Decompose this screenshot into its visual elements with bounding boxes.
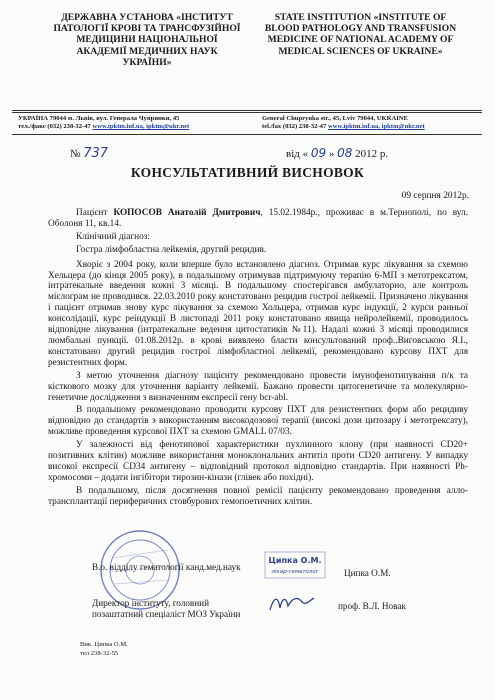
reg-number: 737 (83, 146, 109, 161)
date-line: 09 серпня 2012р. (401, 191, 469, 201)
reg-month: 08 (337, 146, 353, 160)
patient-rest: , 15.02.1984р., проживає в м.Тернополі, по вул. Оболоня 11, кв.14. (48, 208, 468, 229)
document-title: КОНСУЛЬТАТИВНИЙ ВИСНОВОК (130, 165, 365, 180)
executor-name: Вик. Ципка О.М. (80, 641, 128, 648)
header-en: STATE INSTITUTION «INSTITUTE OF BLOOD PATHOLOGY AND TRANSFUSION MEDICINE OF NATIONAL ACADEMY OF MEDICAL SCIENCES OF UKRAINE» (264, 12, 457, 57)
reg-year: 2012 р. (355, 148, 389, 160)
address-ua-line2 (18, 123, 246, 131)
header-divider-bottom (12, 134, 482, 135)
paragraph-phenotype: У залежності від фенотипової характеристики пухлинного клону (при наявності CD20+ позитивних клітин) можливе використання моноклональних антитіл проти CD20 антигену. У випадку високої експресії CD34 антигену – відповідний протокол відповідно стандартів. При наявності Ph-хромосоми – додати інгібітори тирозин-кінази (глівек або похідні). (48, 440, 468, 483)
executor-phone: тел 238-32-55 (80, 649, 119, 657)
address-en-line1: General Chuprynka str., 45, Lviv 79044, UKRAINE (262, 115, 408, 122)
header-divider-top (12, 110, 482, 111)
address-en-phone: tel./fax (032) 238-32-47 (262, 123, 327, 131)
patient-lead: Пацієнт (76, 208, 108, 218)
diagnosis-label: Клінічний діагноз: (76, 231, 151, 242)
doctor-stamp-name: Ципка О.М. (268, 556, 322, 565)
header-ua: ДЕРЖАВНА УСТАНОВА «ІНСТИТУТ ПАТОЛОГІЇ КРОВІ ТА ТРАНСФУЗІЙНОЇ МЕДИЦИНИ НАЦІОНАЛЬНОЇ АКАДЕМІЇ МЕДИЧНИХ НАУК УКРАЇНИ» (53, 12, 241, 68)
document-body (48, 208, 468, 510)
address-ua-line1: УКРАЇНА 79044 м. Львів, вул. Генерала Чупринки, 45 (18, 115, 180, 122)
reg-day: 09 (310, 146, 327, 160)
address-en-urls[interactable]: www.ipktm.inf.ua, ipktm@ukr.net (327, 123, 425, 131)
header-divider-top-thin (12, 112, 482, 113)
registration-number (70, 146, 108, 161)
patient-name: КОПОСОВ Анатолій Дмитрович (113, 208, 261, 218)
diagnosis-text: Гостра лімфобластна лейкемія, другий рецидив. (76, 244, 267, 255)
paragraph-chemo: В подальшому рекомендовано проводити курсову ПХТ для резистентних форм або рецидиву відповідно до стандартів з використанням високодозової терапії (високі дози цитозару і метотрексату), можливе проведення курсової ПХТ за схемою GMALL 07/03. (48, 405, 468, 438)
paragraph-transplant: В подальшому, після досягнення повної ремісії пацієнту рекомендовано проведення алло-трансплантації периферичних стовбурових гемопоетичних клітин. (48, 485, 468, 507)
paragraph-diagnostics: З метою уточнення діагнозу пацієнту рекомендовано провести імунофенотипування п/к та кісткового мозку для уточнення варіанту лейкемії. Бажано провести цитогенетичне та молекулярно-генетичне дослідження з визначенням експресії гену bcr-abl. (48, 370, 468, 403)
doctor-stamp (264, 551, 326, 579)
signatory-2-title: Директор інституту, головний позаштатний спеціаліст МОЗ України (92, 598, 241, 619)
director-signature (266, 592, 318, 614)
address-en-line2 (262, 123, 490, 131)
patient-line (48, 208, 468, 230)
address-en (262, 115, 490, 132)
signatory-2-name: проф. В.Л. Новак (338, 601, 406, 611)
paragraph-history: Хворіє з 2004 року, коли вперше було встановлено діагноз. Отримав курс лікування за схемою Хельцера (до кінця 2005 року), в подальшому отримував підтримуючу терапію 6-МП з метотрексатом, інтратекальне введення кожні 3 місяці. В подальшому спостерігався амбулаторно, але контроль мієлограм не проводився. 22.03.2010 року констатовано рецидив гострої лейкемії. Призначено лікування і пацієнт отримав знову курс лікування за схемою Хольцера, отримав курс індукції, 2 курси ранньої консолідації, курс реіндукції В листопаді 2011 року констатовано явища нейролейкемії, проводилось відповідне лікування (інтратекальне ведення цитостатиків №11). Надалі кожні 3 місяці проводилися люмбальні пункції. 01.08.2012р. в крові виявлено бласти консультований проф..Виговською Я.І., констатовано другий рецидив гострої лімфобластної лейкемії, рекомендовано курсову ПХТ для резистентних форм. (48, 259, 468, 368)
address-ua-urls[interactable]: www.ipktm.inf.ua, ipktm@ukr.net (92, 123, 190, 131)
reg-prefix: № (70, 148, 81, 160)
address-ua (18, 115, 246, 132)
address-ua-phone: тел./факс (032) 238-32-47 (18, 123, 91, 131)
reg-sep: » (328, 148, 335, 160)
signatory-1-name: Ципка О.М. (344, 568, 391, 578)
reg-date (286, 146, 388, 160)
executor-footer (80, 641, 128, 658)
doctor-stamp-role: лікар-гематолог (271, 569, 319, 575)
signatory-1-title: В.о. відділу гематології канд.мед.наук (92, 562, 241, 572)
reg-from: від « (286, 148, 309, 160)
